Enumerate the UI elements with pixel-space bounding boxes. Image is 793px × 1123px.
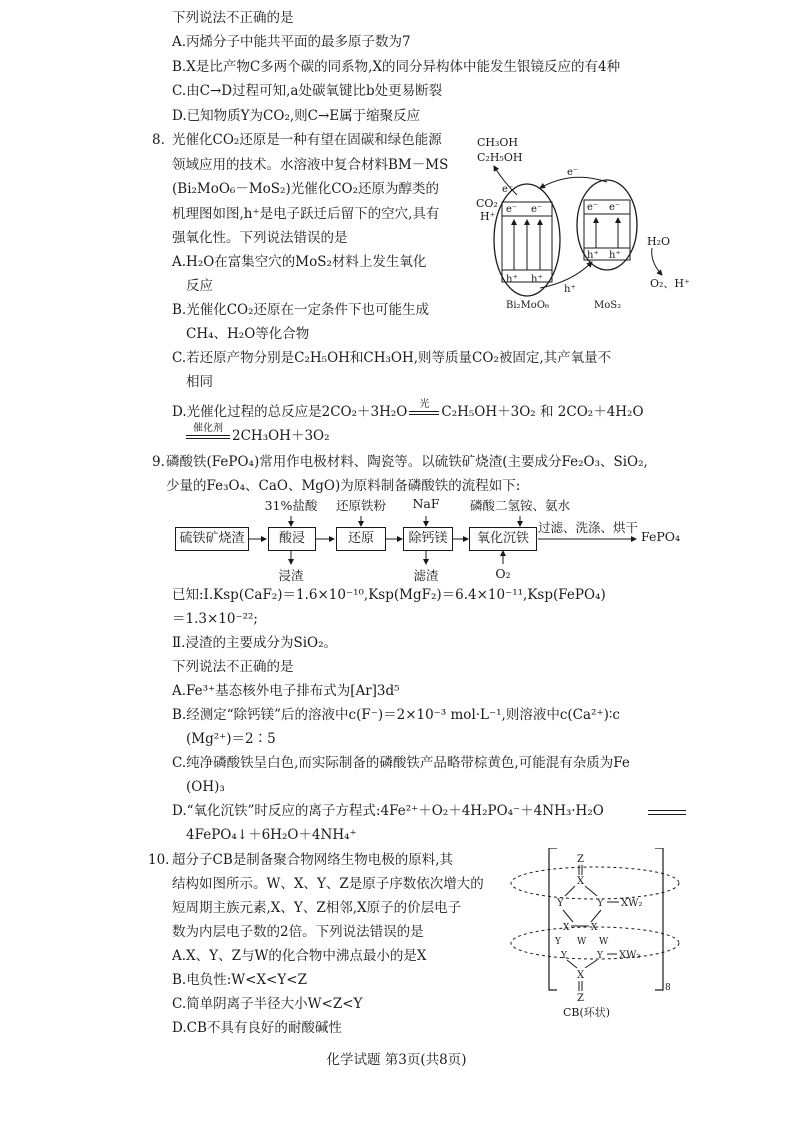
q8-option-d-cont xyxy=(186,422,330,446)
q9-option-a: A.Fe³⁺基态核外电子排布式为[Ar]3d⁵ xyxy=(172,683,400,699)
q8-option-c-cont: 相同 xyxy=(186,374,213,390)
q8-stem-line: 强氧化性。下列说法错误的是 xyxy=(172,230,348,246)
atom-w-mid-right: W xyxy=(599,937,609,947)
flow-final-step: 过滤、洗涤、烘干 xyxy=(537,520,638,535)
reactant-co2: CO₂ xyxy=(476,197,498,210)
input-hcl: 31%盐酸 xyxy=(264,498,318,513)
mos2-electron-2: e⁻ xyxy=(609,202,621,213)
q10-stem-line: 超分子CB是制备聚合物网络生物电极的原料,其 xyxy=(172,852,454,868)
q9-option-c-cont: (OH)₃ xyxy=(186,779,225,795)
input-iron-powder: 还原铁粉 xyxy=(335,498,386,513)
mos2-hole-1: h⁺ xyxy=(587,250,599,261)
q9-option-b-cont: (Mg²⁺)＝2∶5 xyxy=(186,731,276,747)
q8-d-condition-catalyst: 催化剂 xyxy=(193,422,223,434)
q10-stem-line: 短周期主族元素,X、Y、Z相邻,X原子的价层电子 xyxy=(172,900,462,916)
water-oxidation-arrow xyxy=(652,248,662,275)
bi2moo6-hole-2: h⁺ xyxy=(531,274,543,285)
output-filter-residue: 滤渣 xyxy=(413,568,439,583)
atom-x-right-mid: X xyxy=(591,923,598,933)
q8-d-equation-2: C₂H₅OH＋3O₂ 和 2CO₂＋4H₂O xyxy=(441,404,644,420)
q8-d-equation-1: D.光催化过程的总反应是2CO₂＋3H₂O xyxy=(172,404,408,420)
electron-transfer-label: e⁻ xyxy=(567,167,579,178)
flow-box-oxidize-ppt: 氧化沉铁 xyxy=(469,527,537,551)
atom-z-top: Z xyxy=(577,854,584,865)
q8-d-arrow-catalyst xyxy=(186,422,230,439)
q9-stem-line: 少量的Fe₃O₄、CaO、MgO)为原料制备磷酸铁的流程如下: xyxy=(166,478,521,494)
q10-number: 10. xyxy=(148,852,170,868)
bi2moo6-label: Bi₂MoO₆ xyxy=(506,300,550,311)
q8-d-arrow-light xyxy=(409,398,439,415)
q8-option-d xyxy=(172,398,644,422)
q8-option-c: C.若还原产物分别是C₂H₅OH和CH₃OH,则等质量CO₂被固定,其产氧量不 xyxy=(172,350,612,366)
atom-z-bottom: Z xyxy=(577,993,584,1004)
q7-option-c: C.由C→D过程可知,a处碳氧键比b处更易断裂 xyxy=(172,83,443,99)
flow-box-raw: 硫铁矿烧渣 xyxy=(175,527,249,551)
q7-stem: 下列说法不正确的是 xyxy=(172,10,294,26)
right-bracket xyxy=(655,848,663,990)
q8-option-b-cont: CH₄、H₂O等化合物 xyxy=(186,326,310,342)
q9-known-1-cont: ＝1.3×10⁻²²; xyxy=(172,611,258,627)
atom-y-right-top: Y xyxy=(597,898,604,909)
repeat-subscript: 8 xyxy=(665,983,671,993)
q8-number: 8. xyxy=(152,132,165,148)
q8-option-b: B.光催化CO₂还原在一定条件下也可能生成 xyxy=(172,302,430,318)
flow-box-remove-ca-mg: 除钙镁 xyxy=(403,527,453,551)
atom-y-left-top: Y xyxy=(557,898,564,909)
q7-option-b: B.X是比产物C多两个碳的同系物,X的同分异构体中能发生银镜反应的有4种 xyxy=(172,59,621,75)
output-leach-residue: 浸渣 xyxy=(278,568,304,583)
mos2-particle xyxy=(577,180,637,270)
q8-stem-line: 机理图如图,h⁺是电子跃迁后留下的空穴,具有 xyxy=(172,206,440,222)
bi2moo6-electron-1: e⁻ xyxy=(506,204,518,215)
atom-x-left-mid: X xyxy=(563,923,570,933)
q10-stem-line: 数为内层电子数的2倍。下列说法错误的是 xyxy=(172,924,424,940)
atom-w-mid: W xyxy=(577,937,587,947)
q9-known-1: 已知:Ⅰ.Ksp(CaF₂)＝1.6×10⁻¹⁰,Ksp(MgF₂)＝6.4×10⁻¹¹,Ksp(FePO₄) xyxy=(172,587,606,603)
product-ethanol: C₂H₅OH xyxy=(477,151,523,164)
reactant-h2o: H₂O xyxy=(647,235,671,248)
electron-label: e⁻ xyxy=(502,184,514,195)
product-o2-hplus: O₂、H⁺ xyxy=(650,277,690,290)
q7-option-a: A.丙烯分子中能共平面的最多原子数为7 xyxy=(172,34,411,50)
q8-stem-line: 领域应用的技术。水溶液中复合材料BM－MS xyxy=(172,157,449,173)
bi2moo6-hole-1: h⁺ xyxy=(506,274,518,285)
q10-option-d: D.CB不具有良好的耐酸碱性 xyxy=(172,1020,342,1036)
hole-transfer-label: h⁺ xyxy=(564,284,576,295)
q7-option-d: D.已知物质Y为CO₂,则C→E属于缩聚反应 xyxy=(172,108,421,124)
q8-stem-line: (Bi₂MoO₆－MoS₂)光催化CO₂还原为醇类的 xyxy=(172,181,440,197)
input-naf: NaF xyxy=(412,496,440,511)
q8-d-equation-3: 2CH₃OH＋3O₂ xyxy=(232,428,330,444)
q9-known-2: Ⅱ.浸渣的主要成分为SiO₂。 xyxy=(172,635,338,651)
atom-y-left-low: Y xyxy=(561,951,567,961)
flow-product: FePO₄ xyxy=(641,529,681,544)
q8-d-condition-light: 光 xyxy=(419,398,430,410)
atom-x-bottom: X xyxy=(577,970,585,981)
mos2-electron-1: e⁻ xyxy=(587,202,599,213)
flow-box-reduce: 还原 xyxy=(336,527,386,551)
q9-option-d-cont: 4FePO₄↓＋6H₂O＋4NH₄⁺ xyxy=(186,827,357,843)
q9-d-equals-sign xyxy=(648,810,686,815)
atom-y-right-low: Y xyxy=(597,951,603,961)
q9-option-c: C.纯净磷酸铁呈白色,而实际制备的磷酸铁产品略带棕黄色,可能混有杂质为Fe xyxy=(172,755,630,771)
q9-ask: 下列说法不正确的是 xyxy=(172,659,294,675)
input-oxygen: O₂ xyxy=(495,566,511,581)
q9-number: 9. xyxy=(152,454,165,470)
q8-option-a-cont: 反应 xyxy=(186,278,213,294)
q9-stem-line: 磷酸铁(FePO₄)常用作电极材料、陶瓷等。以硫铁矿烧渣(主要成分Fe₂O₃、SiO₂, xyxy=(166,454,648,470)
atom-y-left-mid: Y xyxy=(555,937,561,947)
bi2moo6-electron-2: e⁻ xyxy=(531,204,543,215)
q10-stem-line: 结构如图所示。W、X、Y、Z是原子序数依次增大的 xyxy=(172,876,484,892)
group-xw2-top: XW₂ xyxy=(621,898,643,909)
reactant-hplus: H⁺ xyxy=(480,210,496,223)
mos2-label: MoS₂ xyxy=(594,300,622,311)
flow-box-acid-leach: 酸浸 xyxy=(268,527,316,551)
q10-option-c: C.简单阴离子半径大小W<Z<Y xyxy=(172,996,363,1012)
mos2-hole-2: h⁺ xyxy=(609,250,621,261)
q10-option-b: B.电负性:W<X<Y<Z xyxy=(172,972,307,988)
q8-stem-line: 光催化CO₂还原是一种有望在固碳和绿色能源 xyxy=(172,132,442,148)
structure-caption: CB(环状) xyxy=(563,1006,611,1018)
q10-option-a: A.X、Y、Z与W的化合物中沸点最小的是X xyxy=(172,948,427,964)
page-footer: 化学试题 第3页(共8页) xyxy=(326,1052,467,1068)
photocatalysis-diagram xyxy=(472,130,702,315)
product-methanol: CH₃OH xyxy=(477,136,519,149)
group-xw2-low: XW₂ xyxy=(619,950,641,961)
input-phosphate-ammonia: 磷酸二氢铵、氨水 xyxy=(469,498,570,513)
q9-option-b: B.经测定“除钙镁”后的溶液中c(F⁻)＝2×10⁻³ mol·L⁻¹,则溶液中c(Ca²⁺)∶c xyxy=(172,707,620,723)
atom-x-top: X xyxy=(577,876,585,887)
q9-option-d: D.“氧化沉铁”时反应的离子方程式:4Fe²⁺＋O₂＋4H₂PO₄⁻＋4NH₃·H₂O xyxy=(172,803,604,819)
q8-option-a: A.H₂O在富集空穴的MoS₂材料上发生氧化 xyxy=(172,254,427,270)
cb-structure xyxy=(505,848,680,1018)
